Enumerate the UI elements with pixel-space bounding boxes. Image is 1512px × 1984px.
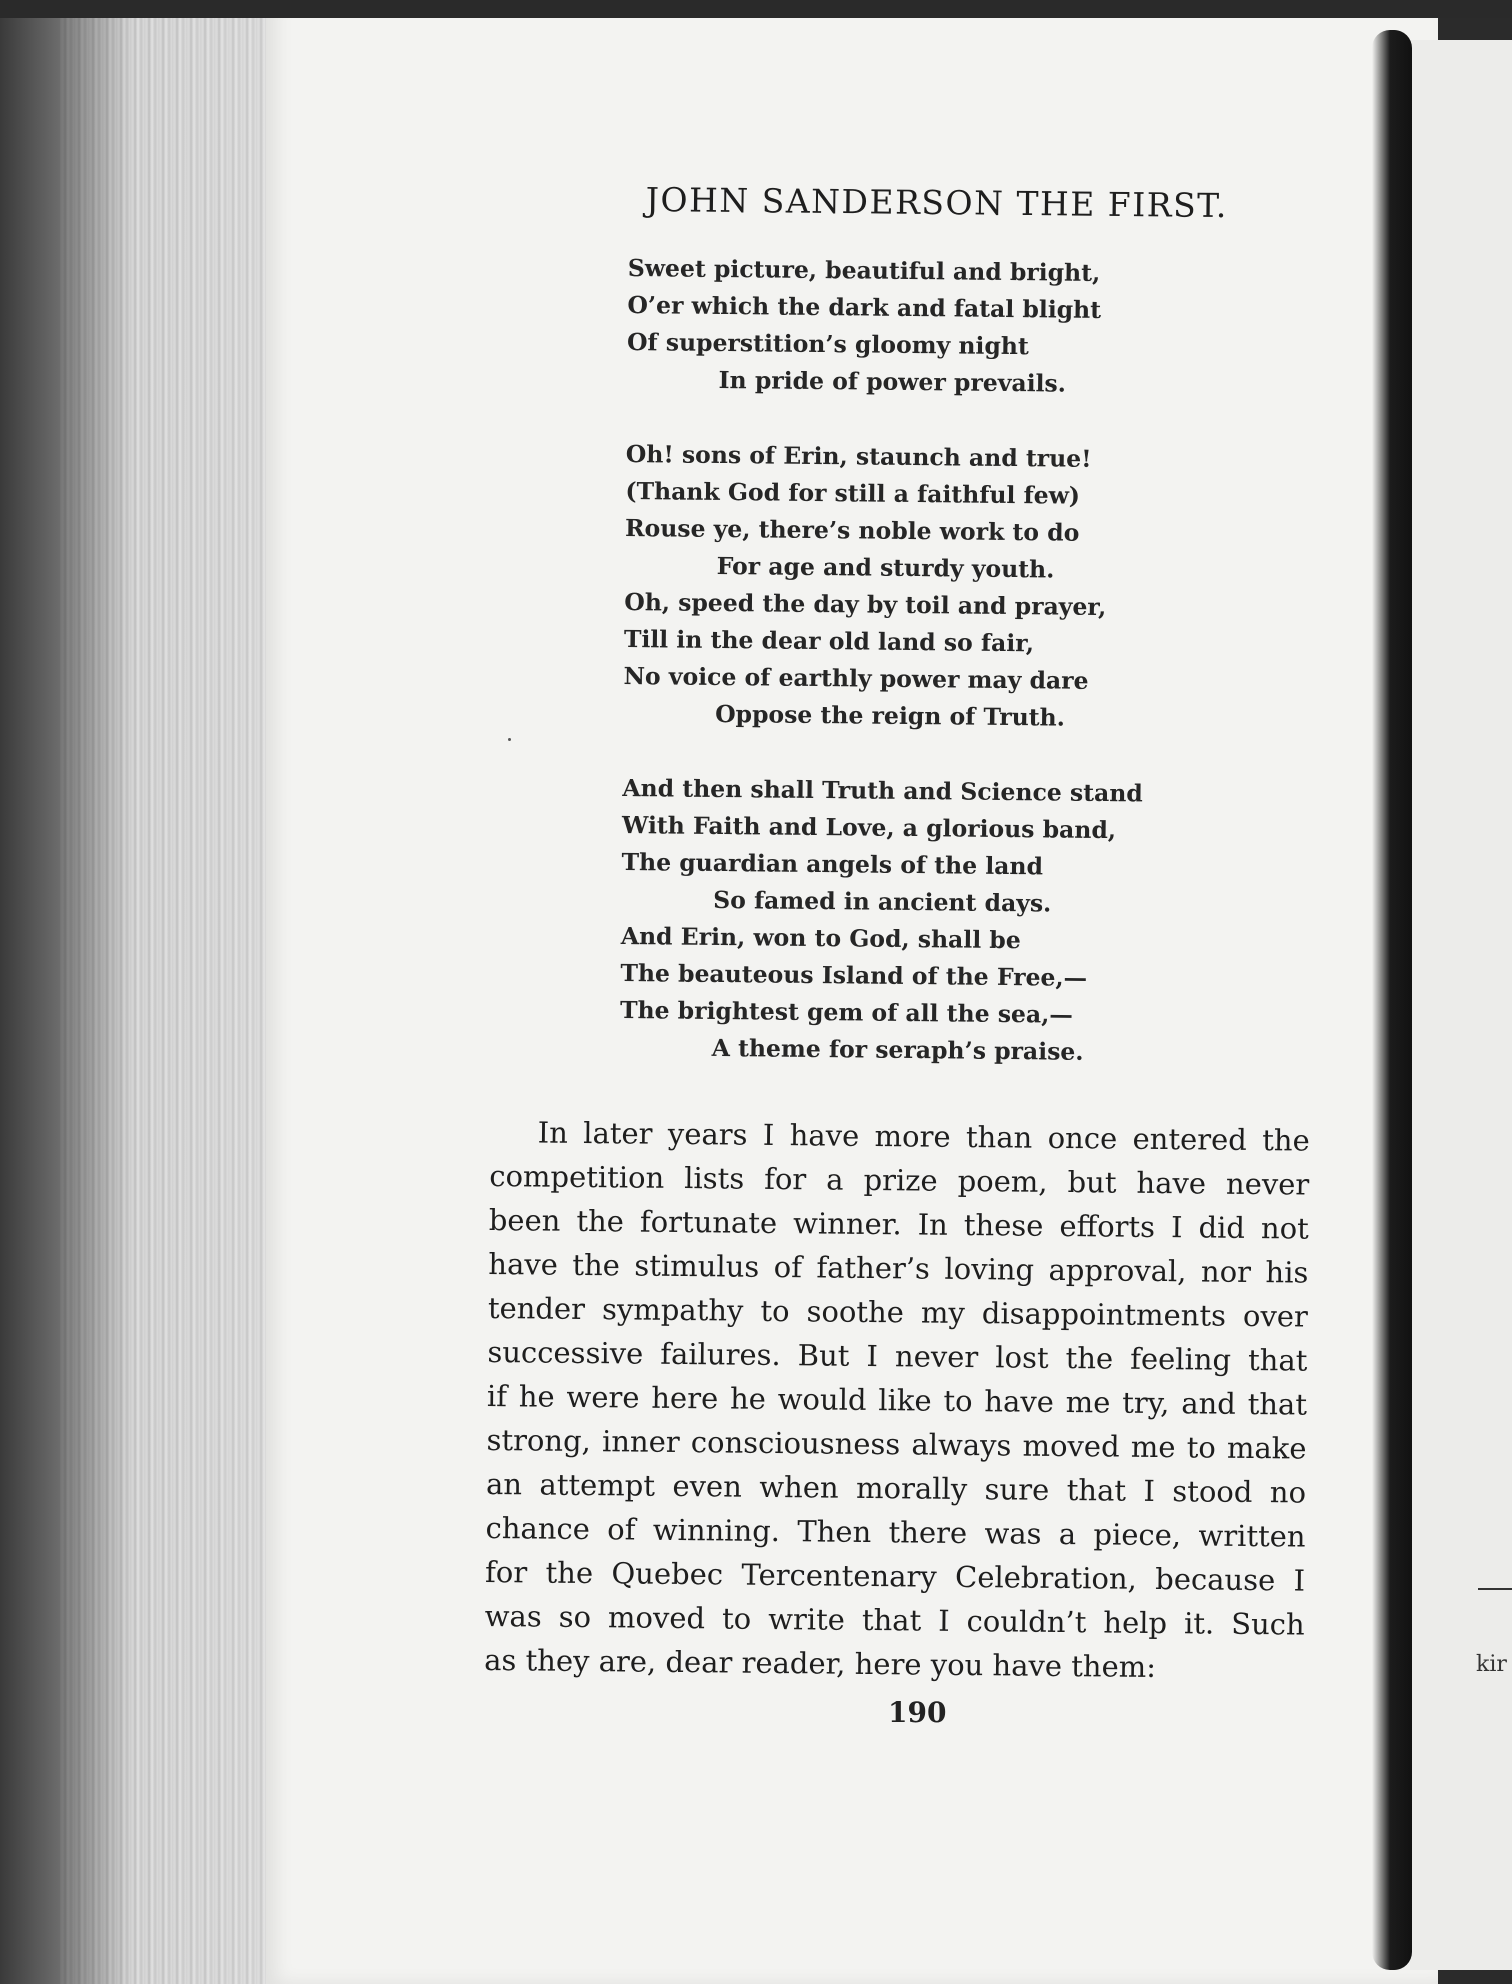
poem-line: Oppose the reign of Truth. [714, 699, 1066, 732]
poem-line: And then shall Truth and Science stand [622, 773, 1143, 808]
poem-line: No voice of earthly power may dare [623, 661, 1089, 695]
poem-line: The beauteous Island of the Free,— [620, 958, 1088, 992]
poem-stanza [619, 770, 1182, 1072]
prose-line: strong, inner consciousness always moved me to make [486, 1422, 1307, 1466]
page-number: 190 [888, 1696, 947, 1729]
prose-line: competition lists for a prize poem, but have never [489, 1158, 1310, 1202]
poem-stanza [626, 250, 1188, 404]
poem-line: Rouse ye, there’s noble work to do [624, 513, 1080, 547]
prose-line: been the fortunate winner. In these efforts I did not [488, 1202, 1309, 1246]
poem-line: Sweet picture, beautiful and bright, [627, 253, 1101, 287]
poem-line: Oh, speed the day by toil and prayer, [624, 587, 1107, 622]
poem-line: (Thank God for still a faithful few) [625, 476, 1081, 510]
poem-line: The brightest gem of all the sea,— [619, 995, 1074, 1029]
facing-page [1410, 40, 1512, 1970]
prose-line: successive failures. But I never lost the feeling that [487, 1334, 1308, 1378]
poem [619, 250, 1188, 1110]
prose-line: if he were here he would like to have me try, and that [486, 1378, 1308, 1422]
prose-line: In later years I have more than once entered the [537, 1115, 1310, 1158]
prose-line: have the stimulus of father’s loving approval, nor his [488, 1246, 1309, 1290]
scan-top-border [0, 0, 1512, 18]
prose-line: as they are, dear reader, here you have them: [484, 1642, 1157, 1685]
poem-line: In pride of power prevails. [718, 365, 1067, 398]
prose-line: was so moved to write that I couldn’t help it. Such [484, 1598, 1305, 1642]
poem-stanza [623, 436, 1186, 738]
poem-line: A theme for seraph’s praise. [711, 1033, 1084, 1066]
poem-line: With Faith and Love, a glorious band, [621, 810, 1117, 845]
poem-line: The guardian angels of the land [621, 847, 1044, 881]
poem-line: For age and sturdy youth. [716, 551, 1055, 584]
prose-line: an attempt even when morally sure that I stood no [485, 1466, 1307, 1510]
facing-page-rule [1478, 1588, 1512, 1590]
poem-line: O’er which the dark and fatal blight [627, 290, 1102, 324]
poem-line: Oh! sons of Erin, staunch and true! [625, 439, 1092, 473]
poem-line: Of superstition’s gloomy night [626, 327, 1029, 361]
prose-line: tender sympathy to soothe my disappointments over [487, 1290, 1309, 1334]
page-edges [60, 0, 270, 1984]
print-speck [508, 738, 511, 741]
prose-line: for the Quebec Tercentenary Celebration, because I [484, 1554, 1306, 1598]
facing-page-fragment: kir [1476, 1652, 1507, 1677]
poem-line: And Erin, won to God, shall be [620, 921, 1021, 955]
poem-line: Till in the dear old land so fair, [623, 624, 1035, 658]
prose-line: chance of winning. Then there was a piece, written [485, 1510, 1306, 1554]
book-gutter [1372, 30, 1412, 1970]
prose-paragraph [484, 1110, 1310, 1691]
poem-line: So famed in ancient days. [713, 885, 1052, 918]
running-head: JOHN SANDERSON THE FIRST. [645, 180, 1229, 226]
book-cover-shadow [0, 0, 62, 1984]
